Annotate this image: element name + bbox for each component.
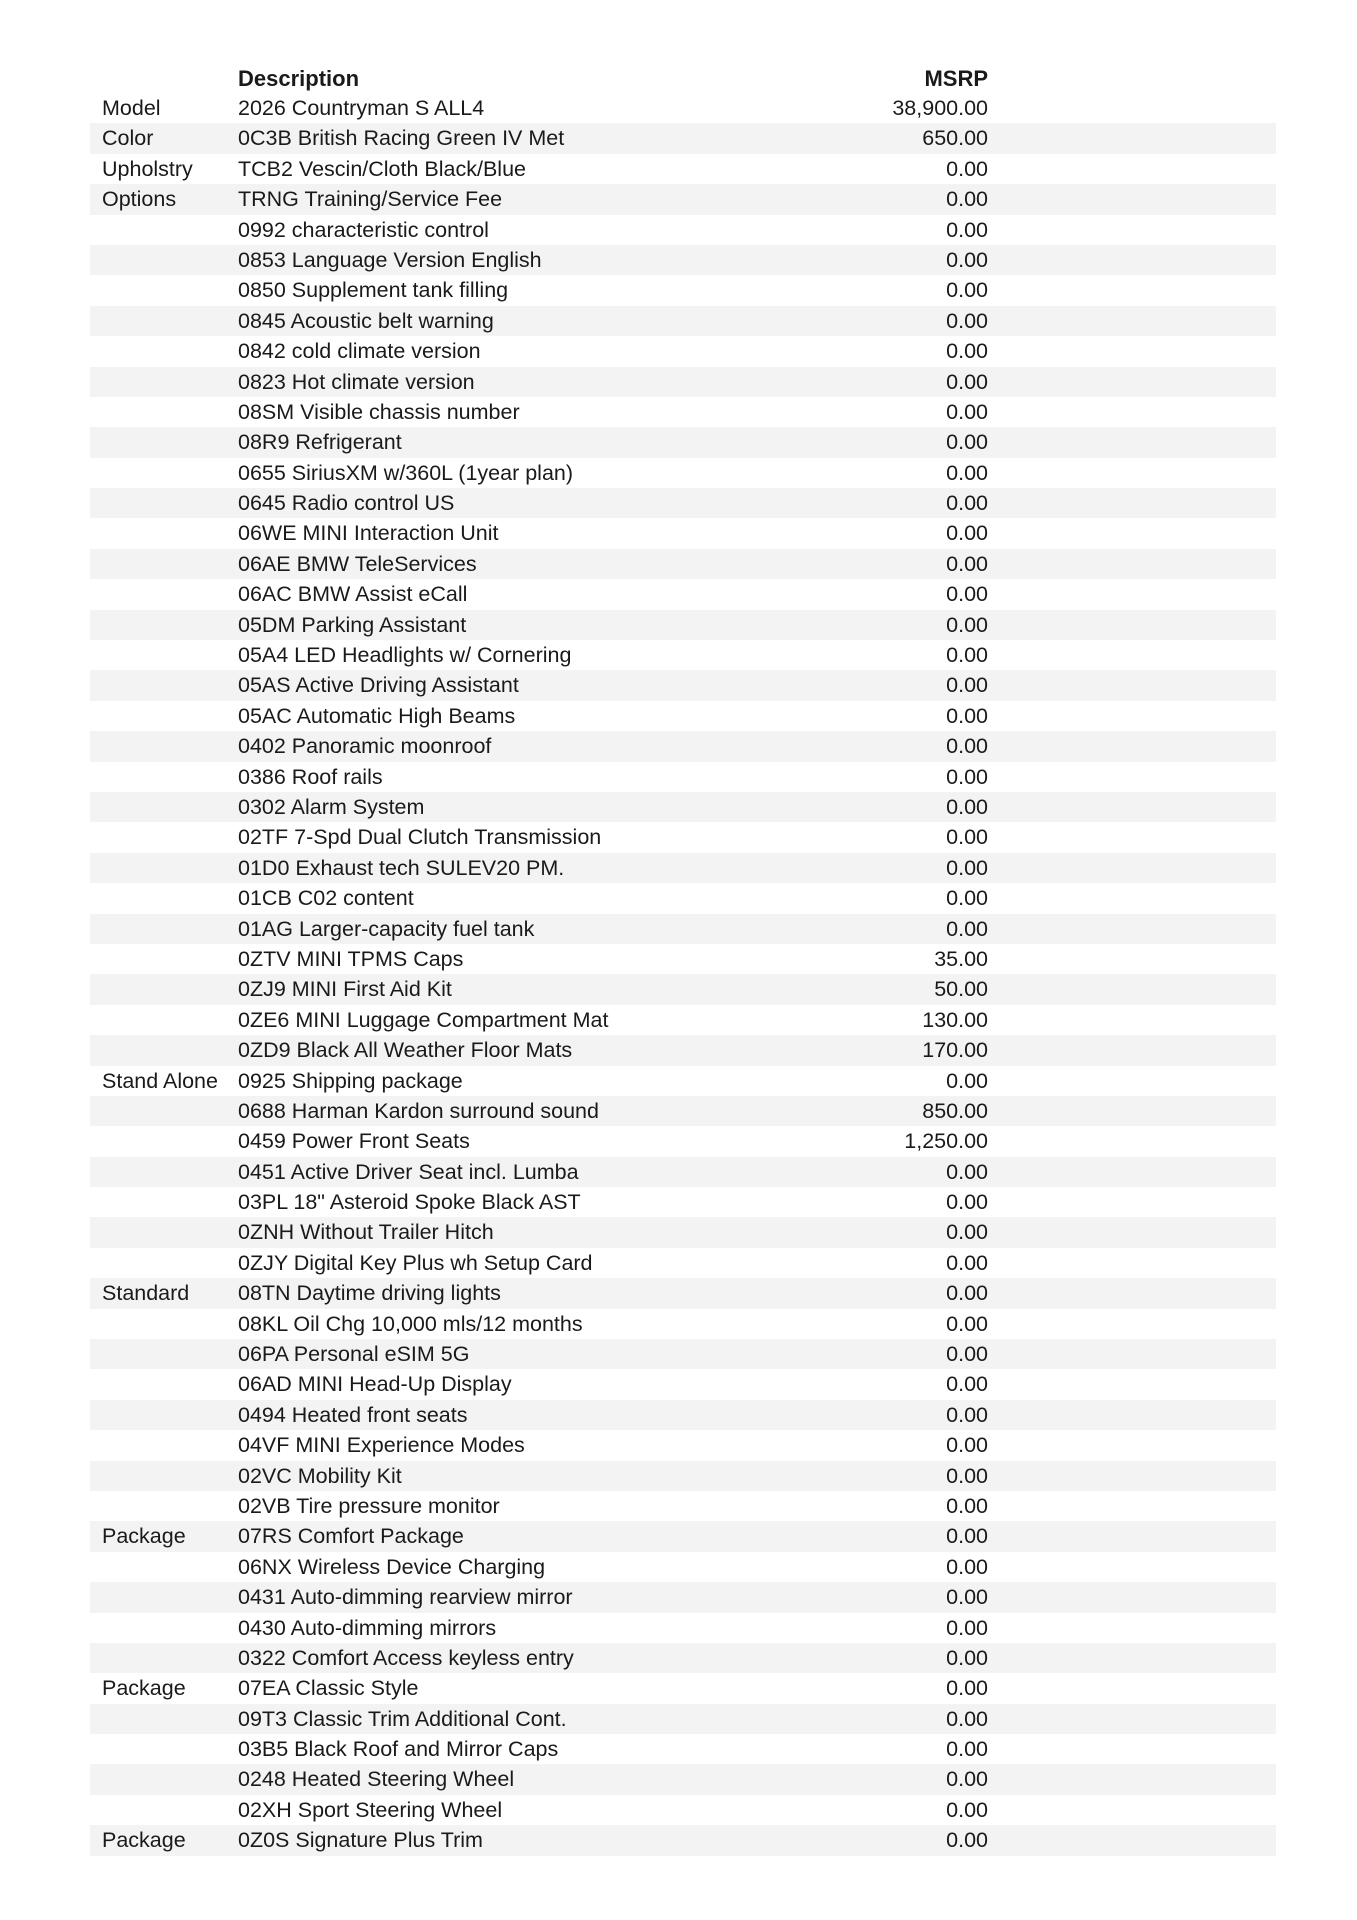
row-description: 0645 Radio control US — [238, 491, 455, 516]
row-description: 0ZJY Digital Key Plus wh Setup Card — [238, 1250, 593, 1275]
row-msrp: 1,250.00 — [904, 1129, 988, 1154]
table-row — [90, 610, 1276, 640]
row-msrp: 0.00 — [946, 430, 988, 455]
row-msrp: 0.00 — [946, 643, 988, 668]
table-row — [90, 701, 1276, 731]
table-row — [90, 275, 1276, 305]
row-description: 0688 Harman Kardon surround sound — [238, 1098, 599, 1123]
row-description: 0C3B British Racing Green IV Met — [238, 126, 565, 151]
row-description: 01AG Larger-capacity fuel tank — [238, 916, 535, 941]
row-description: 03B5 Black Roof and Mirror Caps — [238, 1737, 559, 1762]
table-row — [90, 1278, 1276, 1308]
row-category: Package — [102, 1676, 186, 1701]
row-msrp: 0.00 — [946, 1828, 988, 1853]
row-msrp: 0.00 — [946, 247, 988, 272]
row-description: 08TN Daytime driving lights — [238, 1281, 501, 1306]
table-row — [90, 1248, 1276, 1278]
row-msrp: 0.00 — [946, 855, 988, 880]
table-header — [90, 63, 1276, 93]
row-category: Color — [102, 126, 154, 151]
row-description: 08SM Visible chassis number — [238, 399, 520, 424]
row-description: 0853 Language Version English — [238, 247, 542, 272]
row-msrp: 0.00 — [946, 369, 988, 394]
table-row — [90, 1461, 1276, 1491]
row-description: 0845 Acoustic belt warning — [238, 308, 494, 333]
row-description: 0431 Auto-dimming rearview mirror — [238, 1585, 573, 1610]
row-description: 05DM Parking Assistant — [238, 612, 467, 637]
table-row — [90, 93, 1276, 123]
table-row — [90, 1187, 1276, 1217]
row-description: 0430 Auto-dimming mirrors — [238, 1615, 497, 1640]
row-description: 02XH Sport Steering Wheel — [238, 1797, 503, 1822]
table-row — [90, 1400, 1276, 1430]
row-msrp: 0.00 — [946, 734, 988, 759]
table-row — [90, 1552, 1276, 1582]
row-msrp: 0.00 — [946, 399, 988, 424]
row-msrp: 0.00 — [946, 1554, 988, 1579]
row-description: 0Z0S Signature Plus Trim — [238, 1828, 483, 1853]
row-msrp: 0.00 — [946, 1068, 988, 1093]
row-description: 01D0 Exhaust tech SULEV20 PM. — [238, 855, 565, 880]
row-description: 2026 Countryman S ALL4 — [238, 96, 485, 120]
row-msrp: 650.00 — [922, 126, 988, 151]
row-msrp: 0.00 — [946, 582, 988, 607]
table-row — [90, 1126, 1276, 1156]
row-msrp: 0.00 — [946, 916, 988, 941]
row-description: 0386 Roof rails — [238, 764, 383, 789]
row-description: 05A4 LED Headlights w/ Cornering — [238, 643, 572, 668]
table-row — [90, 762, 1276, 792]
table-row — [90, 1339, 1276, 1369]
row-description: 0451 Active Driver Seat incl. Lumba — [238, 1159, 579, 1184]
row-category: Options — [102, 187, 177, 212]
row-msrp: 0.00 — [946, 339, 988, 364]
row-msrp: 0.00 — [946, 1585, 988, 1610]
table-row — [90, 914, 1276, 944]
row-msrp: 0.00 — [946, 1737, 988, 1762]
table-row — [90, 1096, 1276, 1126]
table-row — [90, 1005, 1276, 1035]
row-msrp: 0.00 — [946, 1676, 988, 1701]
table-row — [90, 974, 1276, 1004]
row-msrp: 0.00 — [946, 1706, 988, 1731]
table-row — [90, 488, 1276, 518]
table-row — [90, 245, 1276, 275]
row-description: 0655 SiriusXM w/360L (1year plan) — [238, 460, 574, 485]
table-row — [90, 1157, 1276, 1187]
table-row — [90, 1673, 1276, 1703]
table-row — [90, 1491, 1276, 1521]
row-category: Package — [102, 1524, 186, 1549]
row-description: 0459 Power Front Seats — [238, 1129, 470, 1154]
row-description: 09T3 Classic Trim Additional Cont. — [238, 1706, 567, 1731]
row-msrp: 0.00 — [946, 156, 988, 181]
table-row — [90, 731, 1276, 761]
table-row — [90, 1643, 1276, 1673]
table-row — [90, 336, 1276, 366]
table-row — [90, 1825, 1276, 1855]
table-row — [90, 549, 1276, 579]
row-msrp: 0.00 — [946, 673, 988, 698]
row-msrp: 0.00 — [946, 1342, 988, 1367]
row-msrp: 0.00 — [946, 1645, 988, 1670]
row-msrp: 50.00 — [934, 977, 988, 1002]
row-description: 0842 cold climate version — [238, 339, 481, 364]
row-msrp: 0.00 — [946, 1372, 988, 1397]
row-msrp: 0.00 — [946, 1615, 988, 1640]
row-msrp: 0.00 — [946, 1767, 988, 1792]
row-description: 02VB Tire pressure monitor — [238, 1493, 500, 1518]
table-row — [90, 1764, 1276, 1794]
table-row — [90, 397, 1276, 427]
row-msrp: 0.00 — [946, 308, 988, 333]
row-description: 0ZE6 MINI Luggage Compartment Mat — [238, 1007, 609, 1032]
table-row — [90, 518, 1276, 548]
row-description: 0ZTV MINI TPMS Caps — [238, 946, 464, 971]
table-row — [90, 792, 1276, 822]
msrp-table — [90, 63, 1276, 1856]
row-description: 0322 Comfort Access keyless entry — [238, 1645, 574, 1670]
table-row — [90, 883, 1276, 913]
table-row — [90, 822, 1276, 852]
row-msrp: 0.00 — [946, 521, 988, 546]
table-row — [90, 944, 1276, 974]
row-msrp: 0.00 — [946, 551, 988, 576]
row-msrp: 0.00 — [946, 1797, 988, 1822]
row-description: 06AC BMW Assist eCall — [238, 582, 468, 607]
row-category: Stand Alone — [102, 1068, 218, 1093]
table-row — [90, 367, 1276, 397]
table-row — [90, 1795, 1276, 1825]
table-row — [90, 853, 1276, 883]
row-description: 0ZNH Without Trailer Hitch — [238, 1220, 494, 1245]
table-row — [90, 427, 1276, 457]
row-description: 08R9 Refrigerant — [238, 430, 402, 455]
row-description: 02TF 7-Spd Dual Clutch Transmission — [238, 825, 602, 850]
row-msrp: 0.00 — [946, 1433, 988, 1458]
table-row — [90, 1217, 1276, 1247]
table-row — [90, 458, 1276, 488]
row-category: Model — [102, 96, 161, 120]
table-row — [90, 1066, 1276, 1096]
row-description: 0ZD9 Black All Weather Floor Mats — [238, 1038, 573, 1063]
row-category: Upholstry — [102, 156, 193, 181]
row-msrp: 130.00 — [922, 1007, 988, 1032]
row-description: 05AC Automatic High Beams — [238, 703, 516, 728]
row-msrp: 0.00 — [946, 1402, 988, 1427]
row-msrp: 35.00 — [934, 946, 988, 971]
table-row — [90, 1582, 1276, 1612]
row-description: 05AS Active Driving Assistant — [238, 673, 519, 698]
row-description: 07EA Classic Style — [238, 1676, 419, 1701]
row-msrp: 0.00 — [946, 764, 988, 789]
row-msrp: 850.00 — [922, 1098, 988, 1123]
row-msrp: 0.00 — [946, 794, 988, 819]
row-msrp: 0.00 — [946, 1524, 988, 1549]
row-msrp: 0.00 — [946, 1220, 988, 1245]
row-msrp: 0.00 — [946, 703, 988, 728]
row-description: 0402 Panoramic moonroof — [238, 734, 492, 759]
table-row — [90, 306, 1276, 336]
row-description: 06AE BMW TeleServices — [238, 551, 477, 576]
table-row — [90, 1521, 1276, 1551]
row-description: 0823 Hot climate version — [238, 369, 475, 394]
table-body — [90, 93, 1276, 1856]
msrp-column-header: MSRP — [924, 66, 988, 91]
table-row — [90, 184, 1276, 214]
row-description: 0992 characteristic control — [238, 217, 489, 242]
row-msrp: 0.00 — [946, 1250, 988, 1275]
row-msrp: 0.00 — [946, 612, 988, 637]
row-msrp: 0.00 — [946, 1463, 988, 1488]
table-row — [90, 579, 1276, 609]
row-description: 0ZJ9 MINI First Aid Kit — [238, 977, 452, 1002]
table-row — [90, 1704, 1276, 1734]
row-msrp: 0.00 — [946, 187, 988, 212]
table-row — [90, 640, 1276, 670]
row-msrp: 0.00 — [946, 460, 988, 485]
row-msrp: 0.00 — [946, 1159, 988, 1184]
table-row — [90, 1613, 1276, 1643]
row-msrp: 170.00 — [922, 1038, 988, 1063]
row-msrp: 0.00 — [946, 278, 988, 303]
row-description: 06PA Personal eSIM 5G — [238, 1342, 470, 1367]
row-description: 07RS Comfort Package — [238, 1524, 464, 1549]
row-description: 0302 Alarm System — [238, 794, 425, 819]
table-row — [90, 1734, 1276, 1764]
row-description: 0248 Heated Steering Wheel — [238, 1767, 515, 1792]
row-description: 0494 Heated front seats — [238, 1402, 468, 1427]
row-msrp: 0.00 — [946, 1281, 988, 1306]
row-msrp: 0.00 — [946, 491, 988, 516]
row-description: 06WE MINI Interaction Unit — [238, 521, 499, 546]
row-description: 04VF MINI Experience Modes — [238, 1433, 525, 1458]
table-row — [90, 1430, 1276, 1460]
table-row — [90, 1369, 1276, 1399]
row-description: 01CB C02 content — [238, 886, 414, 911]
row-msrp: 0.00 — [946, 1493, 988, 1518]
table-row — [90, 215, 1276, 245]
row-msrp: 0.00 — [946, 217, 988, 242]
row-description: 0850 Supplement tank filling — [238, 278, 509, 303]
row-description: TRNG Training/Service Fee — [238, 187, 503, 212]
row-description: 06NX Wireless Device Charging — [238, 1554, 546, 1579]
row-msrp: 0.00 — [946, 825, 988, 850]
row-description: TCB2 Vescin/Cloth Black/Blue — [238, 156, 526, 181]
description-column-header: Description — [238, 66, 360, 91]
table-row — [90, 1035, 1276, 1065]
table-row — [90, 1309, 1276, 1339]
row-msrp: 38,900.00 — [892, 96, 988, 120]
row-description: 08KL Oil Chg 10,000 mls/12 months — [238, 1311, 583, 1336]
row-category: Package — [102, 1828, 186, 1853]
row-category: Standard — [102, 1281, 190, 1306]
table-row — [90, 123, 1276, 153]
row-description: 03PL 18" Asteroid Spoke Black AST — [238, 1190, 581, 1215]
table-row — [90, 670, 1276, 700]
row-description: 0925 Shipping package — [238, 1068, 463, 1093]
row-description: 06AD MINI Head-Up Display — [238, 1372, 512, 1397]
row-msrp: 0.00 — [946, 886, 988, 911]
row-msrp: 0.00 — [946, 1190, 988, 1215]
table-row — [90, 154, 1276, 184]
row-description: 02VC Mobility Kit — [238, 1463, 402, 1488]
row-msrp: 0.00 — [946, 1311, 988, 1336]
